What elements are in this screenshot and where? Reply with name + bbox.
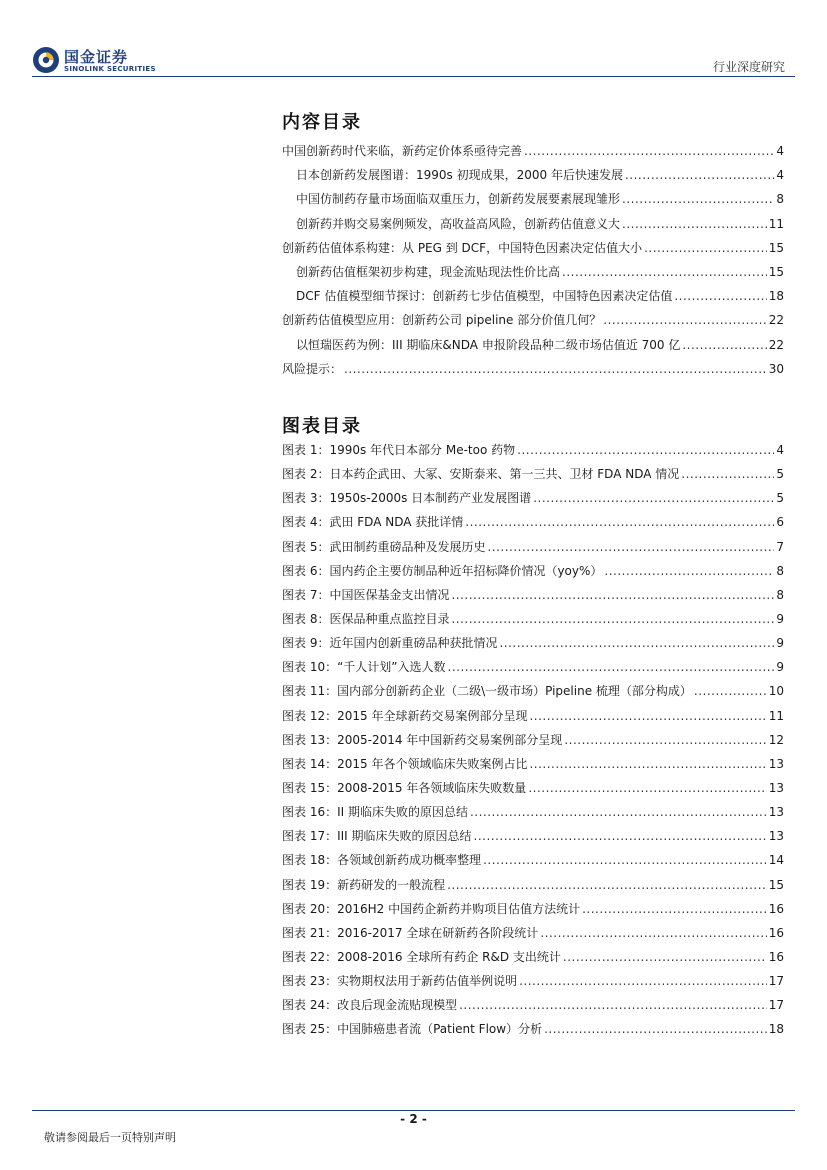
figure-entry[interactable] bbox=[282, 513, 784, 537]
company-logo bbox=[32, 46, 162, 78]
figure-entry-text: 图表 3：1950s-2000s 日本制药产业发展图谱 bbox=[282, 491, 532, 506]
contents-entry-page: 22 bbox=[768, 313, 784, 328]
figure-entry-page: 17 bbox=[768, 998, 784, 1013]
figure-entry-text: 图表 15：2008-2015 年各领域临床失败数量 bbox=[282, 780, 527, 795]
dot-leader bbox=[694, 684, 767, 698]
figure-entry[interactable] bbox=[282, 465, 784, 489]
figure-entry-page: 7 bbox=[776, 539, 784, 554]
figure-entry-text: 图表 12：2015 年全球新药交易案例部分呈现 bbox=[282, 708, 528, 723]
contents-entry-text: DCF 估值模型细节探讨：创新药七步估值模型，中国特色因素决定估值 bbox=[296, 289, 673, 304]
figure-entry-text: 图表 13：2005-2014 年中国新药交易案例部分呈现 bbox=[282, 732, 563, 747]
figure-entry-text: 图表 8：医保品种重点监控目录 bbox=[282, 611, 450, 626]
figure-entry-text: 图表 16：II 期临床失败的原因总结 bbox=[282, 805, 468, 820]
figure-entry-text: 图表 7：中国医保基金支出情况 bbox=[282, 587, 450, 602]
contents-entry[interactable] bbox=[282, 142, 784, 166]
contents-entry[interactable] bbox=[282, 336, 784, 360]
contents-entry-page: 4 bbox=[776, 144, 784, 158]
figure-entry-text: 图表 18：各领域创新药成功概率整理 bbox=[282, 853, 482, 868]
dot-leader bbox=[451, 588, 774, 602]
figure-entry-page: 10 bbox=[768, 684, 784, 699]
figure-entry-text: 图表 11：国内部分创新药企业（二级\一级市场）Pipeline 梳理（部分构成） bbox=[282, 684, 692, 699]
figure-entry-page: 13 bbox=[768, 805, 784, 820]
dot-leader bbox=[447, 878, 767, 892]
figure-entry-page: 13 bbox=[768, 756, 784, 771]
figure-entry[interactable] bbox=[282, 731, 784, 755]
dot-leader bbox=[681, 467, 774, 481]
contents-entry-text: 中国仿制药存量市场面临双重压力，创新药发展要素展现雏形 bbox=[296, 192, 621, 207]
figure-entry-page: 14 bbox=[768, 853, 784, 868]
figure-entry[interactable] bbox=[282, 779, 784, 803]
figure-entry-text: 图表 24：改良后现金流贴现模型 bbox=[282, 998, 458, 1013]
dot-leader bbox=[682, 338, 766, 352]
figure-entry[interactable] bbox=[282, 658, 784, 682]
contents-entry[interactable] bbox=[282, 360, 784, 384]
contents-entry[interactable] bbox=[282, 287, 784, 311]
figure-entry[interactable] bbox=[282, 586, 784, 610]
figure-entry-text: 图表 22：2008-2016 全球所有药企 R&D 支出统计 bbox=[282, 949, 561, 964]
contents-entry-page: 11 bbox=[768, 216, 784, 231]
contents-entry-text: 创新药估值框架初步构建，现金流贴现法性价比高 bbox=[296, 264, 561, 279]
figure-entry-text: 图表 25：中国肺癌患者流（Patient Flow）分析 bbox=[282, 1022, 543, 1037]
contents-entry-text: 以恒瑞医药为例：III 期临床&NDA 申报阶段品种二级市场估值近 700 亿 bbox=[296, 337, 681, 352]
figure-entry-text: 图表 6：国内药企主要仿制品种近年招标降价情况（yoy%） bbox=[282, 563, 603, 578]
dot-leader bbox=[459, 998, 767, 1012]
figure-entry-page: 11 bbox=[768, 708, 784, 723]
figure-entry[interactable] bbox=[282, 538, 784, 562]
dot-leader bbox=[483, 853, 767, 867]
figure-entry-page: 8 bbox=[776, 563, 784, 578]
dot-leader bbox=[604, 564, 774, 578]
dot-leader bbox=[519, 974, 767, 988]
page-header bbox=[0, 0, 827, 80]
footer-disclaimer: 敬请参阅最后一页特别声明 bbox=[44, 1131, 176, 1144]
figure-entry[interactable] bbox=[282, 803, 784, 827]
figure-entry[interactable] bbox=[282, 682, 784, 706]
contents-entry-text: 风险提示： bbox=[282, 361, 343, 376]
figure-entry-page: 12 bbox=[768, 732, 784, 747]
dot-leader bbox=[529, 709, 766, 723]
figure-entry-page: 18 bbox=[768, 1022, 784, 1037]
figure-entry-page: 5 bbox=[776, 491, 784, 506]
dot-leader bbox=[533, 491, 774, 505]
figure-entry-page: 9 bbox=[776, 660, 784, 675]
figure-entry-page: 16 bbox=[768, 949, 784, 964]
dot-leader bbox=[562, 265, 767, 279]
figure-entry-text: 图表 23：实物期权法用于新药估值举例说明 bbox=[282, 974, 518, 989]
dot-leader bbox=[540, 926, 766, 940]
dot-leader bbox=[528, 781, 766, 795]
figure-entry[interactable] bbox=[282, 610, 784, 634]
figure-entry-text: 图表 5：武田制药重磅品种及发展历史 bbox=[282, 539, 486, 554]
contents-entry[interactable] bbox=[282, 239, 784, 263]
dot-leader bbox=[625, 168, 774, 182]
figure-entry-page: 4 bbox=[776, 443, 784, 457]
dot-leader bbox=[448, 660, 775, 674]
figure-entry[interactable] bbox=[282, 876, 784, 900]
figure-entry-text: 图表 1：1990s 年代日本部分 Me-too 药物 bbox=[282, 443, 516, 457]
figure-entry-text: 图表 14：2015 年各个领域临床失败案例占比 bbox=[282, 756, 528, 771]
figure-entry-page: 16 bbox=[768, 901, 784, 916]
figure-entry-text: 图表 21：2016-2017 全球在研新药各阶段统计 bbox=[282, 925, 539, 940]
figure-entry[interactable] bbox=[282, 948, 784, 972]
figure-entry-text: 图表 17：III 期临床失败的原因总结 bbox=[282, 829, 472, 844]
dot-leader bbox=[564, 733, 766, 747]
report-type-label: 行业深度研究 bbox=[712, 60, 785, 74]
figure-entry-page: 8 bbox=[776, 587, 784, 602]
contents-entry[interactable] bbox=[282, 215, 784, 239]
logo-chinese-name: 国金证券 bbox=[64, 48, 129, 66]
figure-entry[interactable] bbox=[282, 972, 784, 996]
dot-leader bbox=[603, 313, 766, 327]
contents-list bbox=[282, 142, 784, 384]
contents-entry-text: 日本创新药发展图谱：1990s 初现成果，2000 年后快速发展 bbox=[296, 168, 623, 183]
contents-entry-text: 创新药估值体系构建：从 PEG 到 DCF，中国特色因素决定估值大小 bbox=[282, 240, 643, 255]
logo-english-name: SINOLINK SECURITIES bbox=[64, 65, 156, 73]
figure-entry-page: 17 bbox=[768, 974, 784, 989]
figure-entry[interactable] bbox=[282, 827, 784, 851]
figure-entry-text: 图表 20：2016H2 中国药企新药并购项目估值方法统计 bbox=[282, 901, 581, 916]
dot-leader bbox=[644, 241, 767, 255]
contents-entry-page: 8 bbox=[776, 192, 784, 207]
figure-entry[interactable] bbox=[282, 634, 784, 658]
dot-leader bbox=[344, 362, 767, 376]
figure-entry-text: 图表 9：近年国内创新重磅品种获批情况 bbox=[282, 636, 498, 651]
contents-entry-text: 创新药并购交易案例频发，高收益高风险，创新药估值意义大 bbox=[296, 216, 621, 231]
figure-entry-text: 图表 4：武田 FDA NDA 获批详情 bbox=[282, 515, 464, 530]
contents-entry-text: 创新药估值模型应用：创新药公司 pipeline 部分价值几何？ bbox=[282, 313, 602, 328]
figure-entry-page: 13 bbox=[768, 829, 784, 844]
contents-entry-page: 22 bbox=[768, 337, 784, 352]
dot-leader bbox=[470, 805, 767, 819]
contents-entry[interactable] bbox=[282, 263, 784, 287]
figure-entry[interactable] bbox=[282, 707, 784, 731]
dot-leader bbox=[474, 829, 767, 843]
figure-entry-page: 15 bbox=[768, 877, 784, 892]
figure-entry[interactable] bbox=[282, 1020, 784, 1044]
figure-entry-page: 13 bbox=[768, 780, 784, 795]
dot-leader bbox=[582, 902, 767, 916]
contents-title: 内容目录 bbox=[282, 112, 362, 133]
dot-leader bbox=[622, 217, 767, 231]
dot-leader bbox=[517, 443, 774, 457]
footer-divider bbox=[32, 1110, 795, 1111]
dot-leader bbox=[499, 636, 774, 650]
dot-leader bbox=[529, 757, 766, 771]
dot-leader bbox=[622, 192, 774, 206]
figure-entry[interactable] bbox=[282, 924, 784, 948]
contents-entry[interactable] bbox=[282, 190, 784, 214]
sinolink-logo-icon bbox=[32, 46, 60, 74]
contents-entry[interactable] bbox=[282, 311, 784, 335]
figure-entry-page: 9 bbox=[776, 636, 784, 651]
dot-leader bbox=[563, 950, 767, 964]
figure-entry-page: 5 bbox=[776, 467, 784, 482]
contents-entry-page: 30 bbox=[768, 361, 784, 376]
dot-leader bbox=[487, 540, 774, 554]
dot-leader bbox=[451, 612, 774, 626]
header-divider bbox=[32, 76, 795, 77]
figure-entry[interactable] bbox=[282, 900, 784, 924]
figure-entry[interactable] bbox=[282, 755, 784, 779]
dot-leader bbox=[524, 144, 774, 158]
figure-entry-text: 图表 10：“千人计划”入选人数 bbox=[282, 660, 446, 675]
figure-entry-page: 9 bbox=[776, 611, 784, 626]
contents-entry-page: 4 bbox=[776, 168, 784, 183]
contents-entry[interactable] bbox=[282, 166, 784, 190]
dot-leader bbox=[544, 1022, 767, 1036]
contents-entry-page: 15 bbox=[768, 240, 784, 255]
figure-entry[interactable] bbox=[282, 441, 784, 465]
contents-entry-page: 15 bbox=[768, 264, 784, 279]
figure-entry[interactable] bbox=[282, 562, 784, 586]
figure-entry[interactable] bbox=[282, 996, 784, 1020]
figure-entry-page: 16 bbox=[768, 925, 784, 940]
contents-entry-text: 中国创新药时代来临，新药定价体系亟待完善 bbox=[282, 144, 523, 158]
figure-entry-text: 图表 2：日本药企武田、大冢、安斯泰来、第一三共、卫材 FDA NDA 情况 bbox=[282, 467, 680, 482]
figures-list bbox=[282, 441, 784, 1045]
figure-entry[interactable] bbox=[282, 851, 784, 875]
dot-leader bbox=[465, 515, 774, 529]
contents-entry-page: 18 bbox=[768, 289, 784, 304]
figure-entry-page: 6 bbox=[776, 515, 784, 530]
page-number: - 2 - bbox=[400, 1112, 427, 1126]
figure-entry-text: 图表 19：新药研发的一般流程 bbox=[282, 877, 446, 892]
figures-title: 图表目录 bbox=[282, 416, 362, 437]
figure-entry[interactable] bbox=[282, 489, 784, 513]
dot-leader bbox=[674, 289, 766, 303]
